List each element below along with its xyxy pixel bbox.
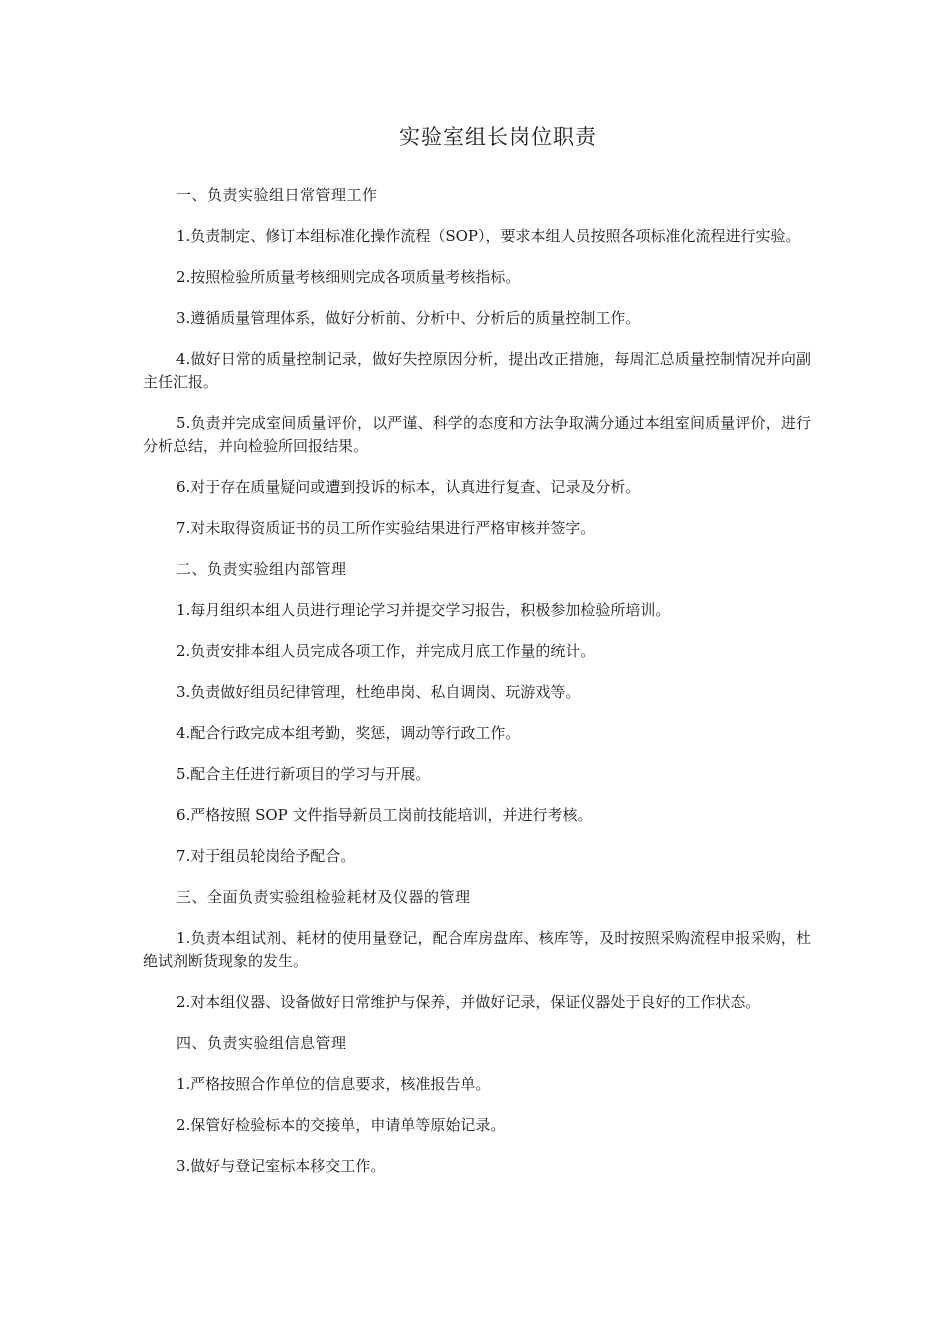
paragraph: 1.每月组织本组人员进行理论学习并提交学习报告，积极参加检验所培训。: [176, 601, 671, 619]
paragraph: 1.负责制定、修订本组标准化操作流程（SOP），要求本组人员按照各项标准化流程进行实验。: [176, 227, 801, 245]
document-body: [143, 184, 811, 1196]
section-heading-4: 四、负责实验组信息管理: [176, 1034, 347, 1052]
paragraph: 2.对本组仪器、设备做好日常维护与保养，并做好记录，保证仪器处于良好的工作状态。: [176, 993, 761, 1011]
paragraph: 1.负责本组试剂、耗材的使用量登记，配合库房盘库、核库等，及时按照采购流程申报采购，杜绝试剂断货现象的发生。: [143, 929, 811, 970]
paragraph: 3.负责做好组员纪律管理，杜绝串岗、私自调岗、玩游戏等。: [176, 683, 581, 701]
paragraph: 6.严格按照 SOP 文件指导新员工岗前技能培训，并进行考核。: [176, 806, 593, 824]
paragraph: 4.配合行政完成本组考勤，奖惩，调动等行政工作。: [176, 724, 521, 742]
paragraph: 1.严格按照合作单位的信息要求，核准报告单。: [176, 1075, 491, 1093]
section-heading-3: 三、全面负责实验组检验耗材及仪器的管理: [176, 888, 471, 906]
paragraph: 2.按照检验所质量考核细则完成各项质量考核指标。: [176, 268, 521, 286]
paragraph: 3.做好与登记室标本移交工作。: [176, 1157, 386, 1175]
paragraph: 5.负责并完成室间质量评价，以严谨、科学的态度和方法争取满分通过本组室间质量评价，进行分析总结，并向检验所回报结果。: [143, 414, 811, 455]
paragraph: 7.对未取得资质证书的员工所作实验结果进行严格审核并签字。: [176, 519, 596, 537]
paragraph: 2.保管好检验标本的交接单，申请单等原始记录。: [176, 1116, 506, 1134]
paragraph: 7.对于组员轮岗给予配合。: [176, 847, 356, 865]
paragraph: 2.负责安排本组人员完成各项工作，并完成月底工作量的统计。: [176, 642, 596, 660]
paragraph: 5.配合主任进行新项目的学习与开展。: [176, 765, 431, 783]
document-title: 实验室组长岗位职责: [399, 125, 597, 149]
paragraph: 4.做好日常的质量控制记录，做好失控原因分析，提出改正措施，每周汇总质量控制情况并向副主任汇报。: [143, 350, 811, 391]
paragraph: 6.对于存在质量疑问或遭到投诉的标本，认真进行复查、记录及分析。: [176, 478, 641, 496]
section-heading-2: 二、负责实验组内部管理: [176, 560, 347, 578]
section-heading-1: 一、负责实验组日常管理工作: [176, 186, 378, 204]
paragraph: 3.遵循质量管理体系，做好分析前、分析中、分析后的质量控制工作。: [176, 309, 641, 327]
